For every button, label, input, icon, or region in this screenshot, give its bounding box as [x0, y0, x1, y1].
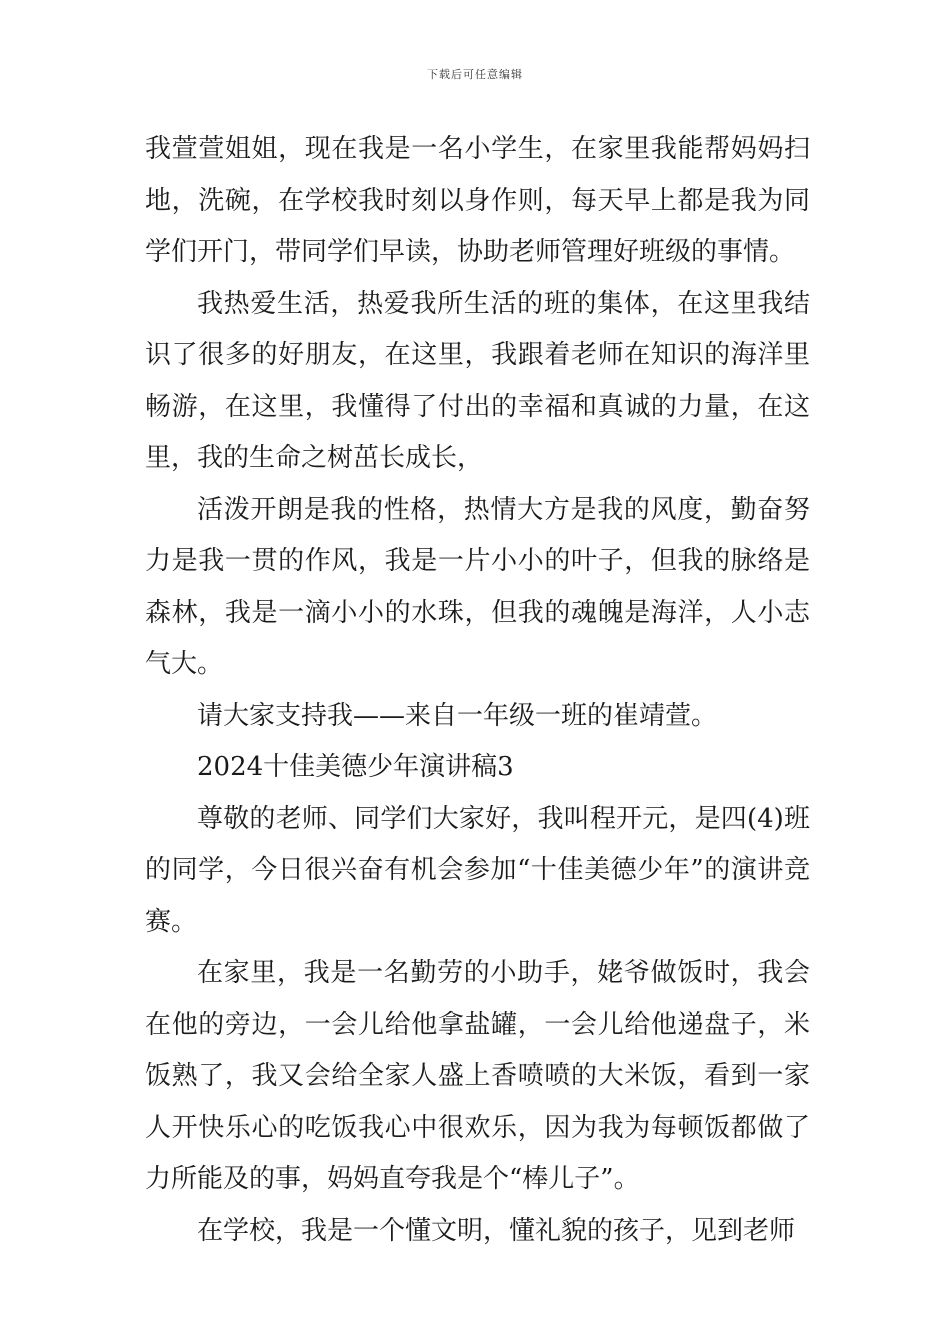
paragraph-3: 活泼开朗是我的性格，热情大方是我的风度，勤奋努力是我一贯的作风，我是一片小小的叶子，但我的脉络是森林，我是一滴小小的水珠，但我的魂魄是海洋，人小志气大。 — [145, 494, 810, 679]
paragraph-2: 我热爱生活，热爱我所生活的班的集体，在这里我结识了很多的好朋友，在这里，我跟着老师在知识的海洋里畅游，在这里，我懂得了付出的幸福和真诚的力量，在这里，我的生命之树茁长成长， — [145, 288, 810, 473]
page-header-note: 下载后可任意编辑 — [427, 68, 523, 81]
paragraph-8: 在学校，我是一个懂文明，懂礼貌的孩子，见到老师 — [197, 1215, 796, 1246]
paragraph-4: 请大家支持我——来自一年级一班的崔靖萱。 — [197, 700, 718, 731]
paragraph-1: 我萱萱姐姐，现在我是一名小学生，在家里我能帮妈妈扫地，洗碗，在学校我时刻以身作则，每天早上都是我为同学们开门，带同学们早读，协助老师管理好班级的事情。 — [145, 134, 810, 267]
document-body — [145, 124, 810, 1257]
paragraph-7: 在家里，我是一名勤劳的小助手，姥爷做饭时，我会在他的旁边，一会儿给他拿盐罐，一会儿给他递盘子，米饭熟了，我又会给全家人盛上香喷喷的大米饭，看到一家人开快乐心的吃饭我心中很欢乐，因为我为每顿饭都做了力所能及的事，妈妈直夸我是个“棒儿子”。 — [145, 958, 810, 1194]
section-heading: 2024十佳美德少年演讲稿3 — [197, 752, 514, 782]
paragraph-6: 尊敬的老师、同学们大家好，我叫程开元，是四(4)班的同学，今日很兴奋有机会参加“十佳美德少年”的演讲竞赛。 — [145, 803, 810, 937]
